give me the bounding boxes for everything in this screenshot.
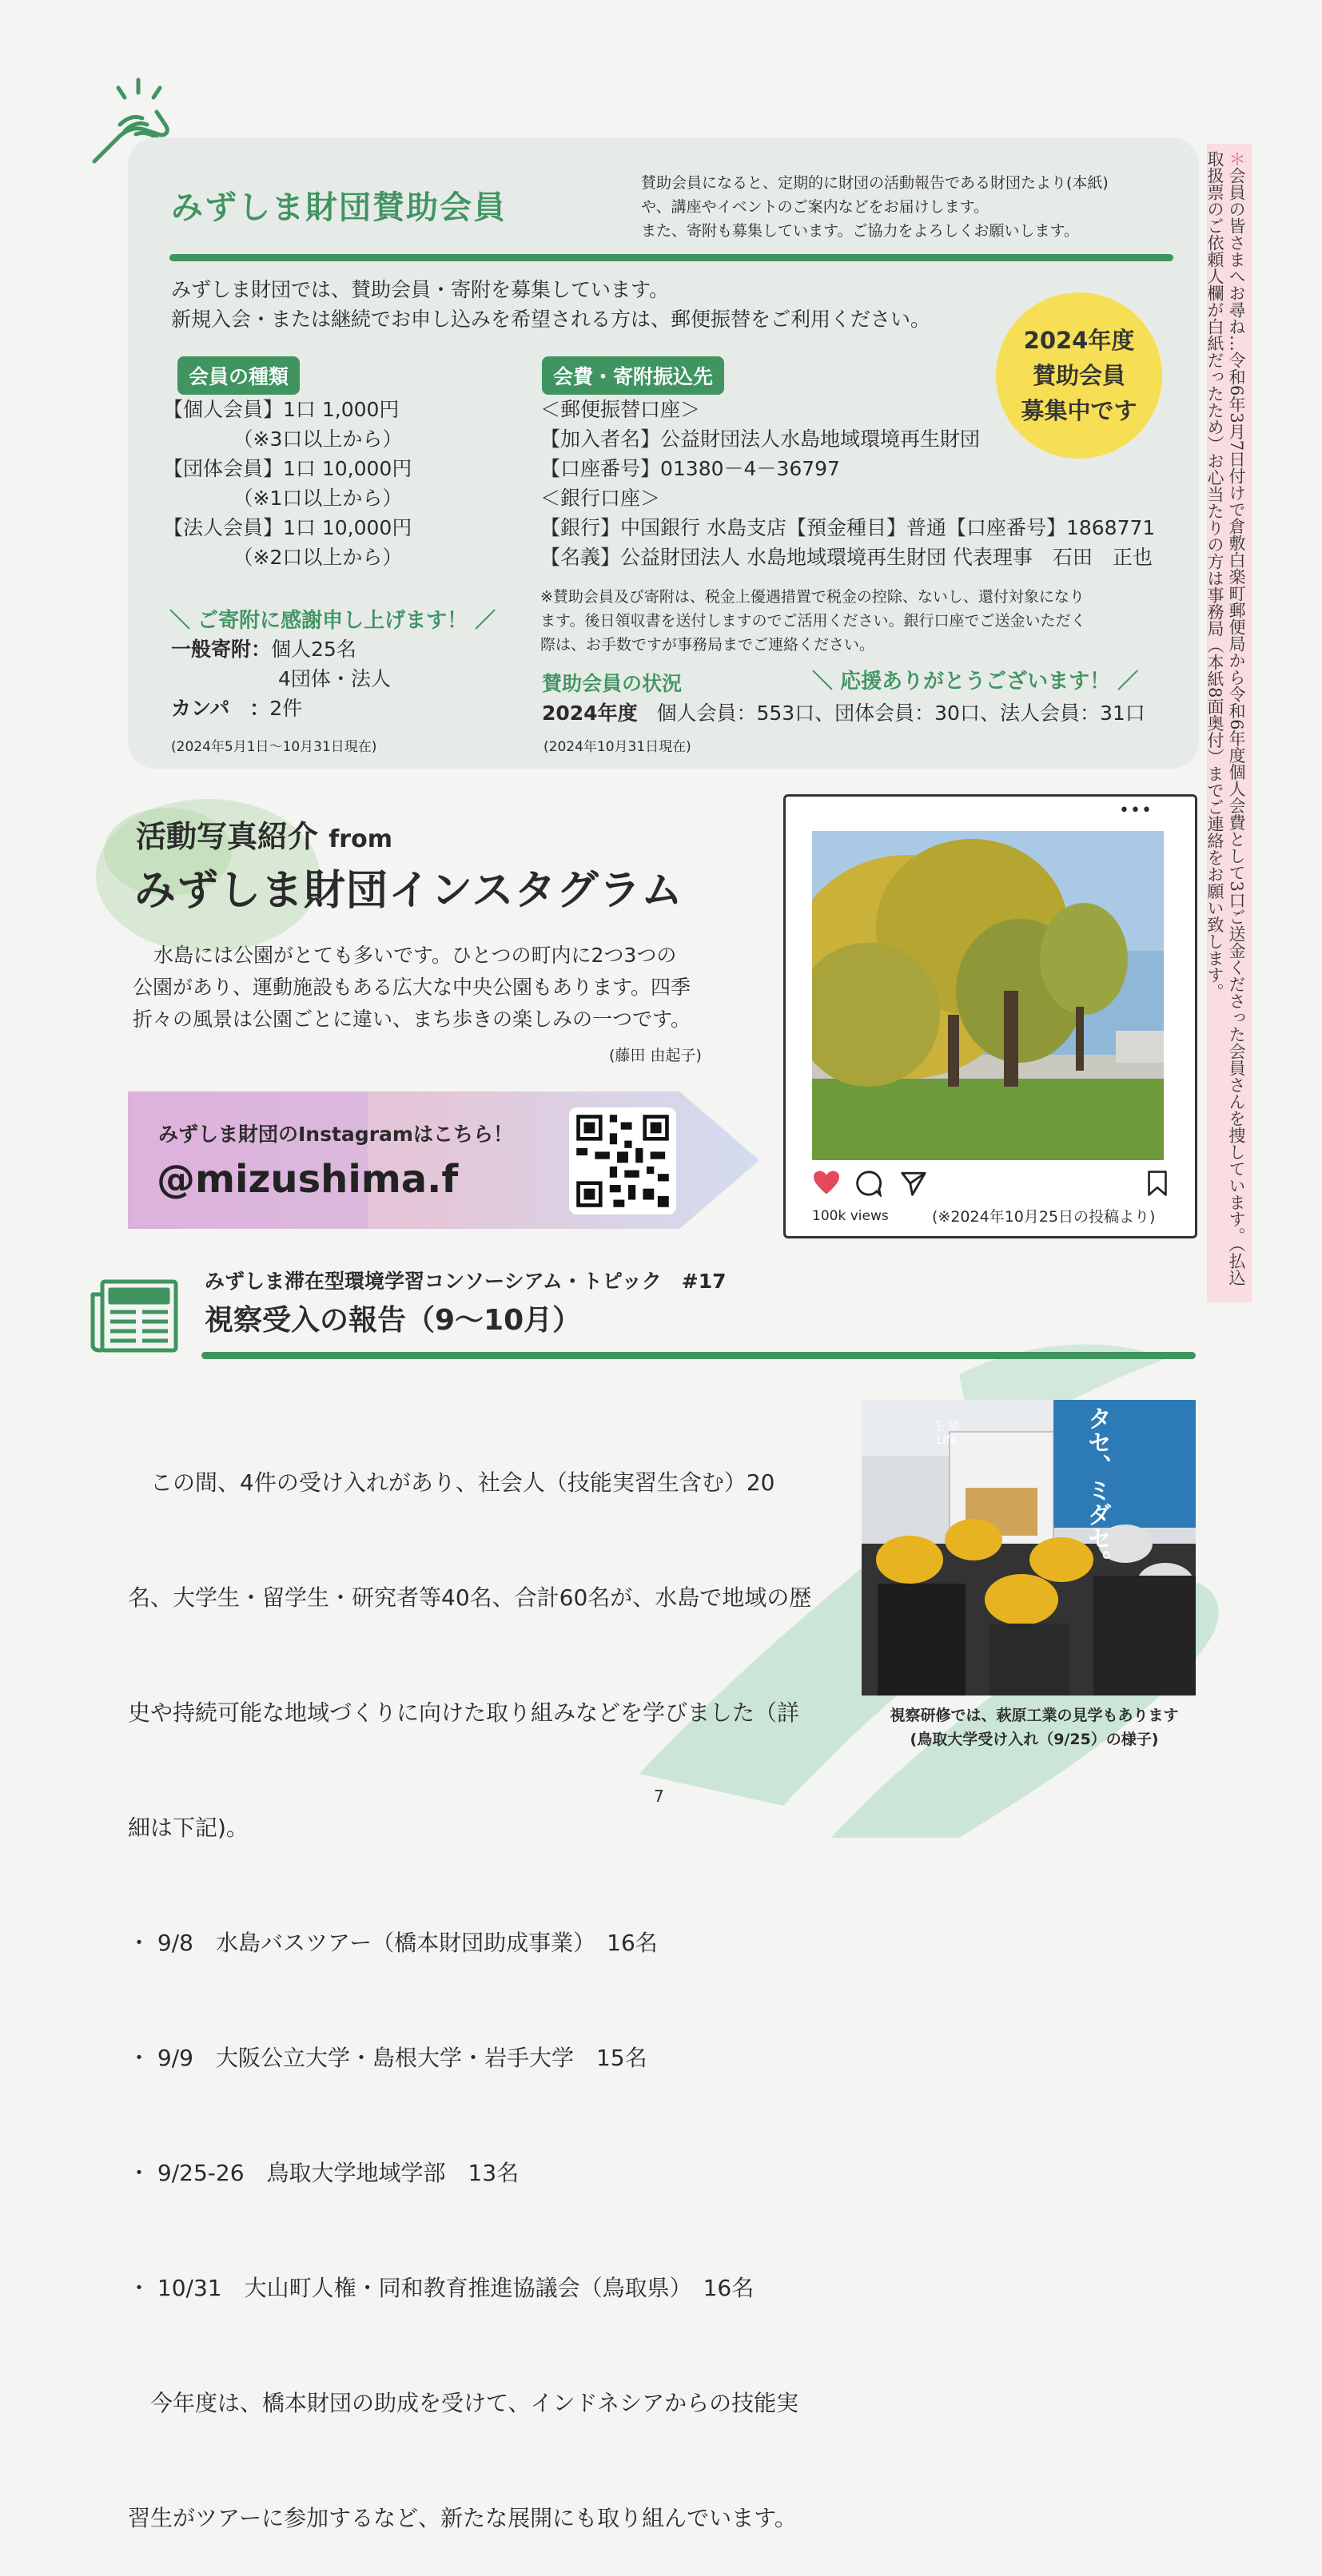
member-inquiry-note: ＊会員の皆さまへお尋ね…令和6年3月7日付けで倉敷白楽町郵便局から令和6年度個人会費として3口ご送金くださった会員さんを捜しています。（払込取扱票のご依頼人欄が白紙だったため）お心当たりの方は事務局（本紙8面奥付）までご連絡をお願い致します。 [1207, 144, 1252, 1302]
list-item: ・ 9/8 水島バスツアー（橋本財団助成事業） 16名 [128, 1930, 658, 1956]
share-icon[interactable] [900, 1170, 927, 1197]
newspaper-icon [90, 1278, 179, 1355]
more-icon[interactable]: ••• [1119, 801, 1153, 821]
thanks-heading: ＼ ご寄附に感謝申し上げます！ ／ [169, 609, 496, 633]
topic-body: この間、4件の受け入れがあり、社会人（技能実習生含む）20 名、大学生・留学生・研究者等40名、合計60名が、水島で地域の歴 史や持続可能な地域づくりに向けた取り組みなどを学びました（詳 細は下記)。 ・ 9/8 水島バスツアー（橋本財団助成事業） 16名 ・ 9/9 大阪公立大学・島根大学・岩手大学 15名 ・ 9/25-26 鳥取大学地域学部 13名 ・ 10/31 大山町人権・同和教育推進協議会（鳥取県） 16名 今年度は、橋本財団の助成を受けて、インドネシアからの技能実 習生がツアーに参加するなど、新たな展開にも取り組んでいます。 [128, 1469, 812, 2531]
donations-period: (2024年5月1日〜10月31日現在) [171, 739, 377, 755]
support-heading: ＼ 応援ありがとうございます！ ／ [812, 670, 1139, 694]
photo-sign-slogan: タセ、ミダセ。 [1083, 1406, 1111, 1574]
sponsor-title: みずしま財団賛助会員 [171, 189, 507, 226]
photo-caption: 視察研修では、萩原工業の見学もあります (鳥取大学受け入れ（9/25）の様子) [890, 1707, 1179, 1748]
tax-note: ※賛助会員及び寄附は、税金上優遇措置で税金の控除、ないし、還付対象になり ます。後日領収書を送付しますのでご活用ください。銀行口座でご送金いただく 際は、お手数ですが事務局までご連絡ください。 [540, 588, 1086, 654]
instagram-body: 水島には公園がとても多いです。ひとつの町内に2つ3つの 公園があり、運動施設もある広大な中央公園もあります。四季 折々の風景は公園ごとに違い、まち歩きの楽しみの一つです。 [133, 944, 691, 1031]
post-views: 100k views [812, 1208, 889, 1224]
fee-details: ＜郵便振替口座＞ 【加入者名】公益財団法人水島地域環境再生財団 【口座番号】01380－4－36797 ＜銀行口座＞ 【銀行】中国銀行 水島支店【預金種目】普通【口座番号】1868771 【名義】公益財団法人 水島地域環境再生財団 代表理事 石田 正也 [540, 398, 1156, 569]
instagram-heading: みずしま財団インスタグラム [134, 867, 683, 915]
topic-series: みずしま滞在型環境学習コンソーシアム・トピック #17 [205, 1270, 727, 1293]
donations-list: 一般寄附：個人25名 4団体・法人 カンパ ：2件 [171, 638, 391, 720]
photo-sign-life: 生 活 Life [934, 1420, 960, 1447]
list-item: ・ 9/25-26 鳥取大学地域学部 13名 [128, 2160, 520, 2186]
list-item: ・ 10/31 大山町人権・同和教育推進協議会（鳥取県） 16名 [128, 2275, 755, 2301]
list-item: ・ 9/9 大阪公立大学・島根大学・岩手大学 15名 [128, 2045, 647, 2071]
sponsor-rule [169, 254, 1173, 261]
sponsor-lead: みずしま財団では、賛助会員・寄附を募集しています。 新規入会・または継続でお申し込みを希望される方は、郵便振替をご利用ください。 [171, 278, 931, 331]
member-types-tag: 会員の種類 [177, 356, 300, 395]
recruit-badge: 2024年度 賛助会員 募集中です [1001, 297, 1157, 454]
topic-rule [201, 1352, 1196, 1359]
comment-icon[interactable] [855, 1170, 882, 1197]
factory-visit-photo [862, 1400, 1196, 1695]
status-heading: 賛助会員の状況 [542, 672, 683, 695]
status-date: (2024年10月31日現在) [544, 739, 691, 755]
bookmark-icon[interactable] [1146, 1170, 1169, 1197]
instagram-author: (藤田 由起子) [609, 1047, 702, 1064]
page-number: 7 [654, 1787, 664, 1806]
sponsor-intro: 賛助会員になると、定期的に財団の活動報告である財団たより(本紙) や、講座やイベントのご案内などをお届けします。 また、寄附も募集しています。ご協力をよろしくお願いします。 [641, 174, 1109, 240]
status-line: 2024年度 個人会員：553口、団体会員：30口、法人会員：31口 [542, 702, 1145, 725]
qr-code-icon[interactable] [569, 1107, 676, 1214]
fee-tag: 会費・寄附振込先 [542, 356, 724, 395]
instagram-handle[interactable]: @mizushima.f [157, 1157, 459, 1202]
member-types-list: 【個人会員】1口 1,000円 （※3口以上から） 【団体会員】1口 10,000円 （※1口以上から） 【法人会員】1口 10,000円 （※2口以上から） [163, 398, 412, 569]
like-heart-icon[interactable] [812, 1170, 841, 1195]
instagram-banner-text: みずしま財団のInstagramはこちら！ [158, 1123, 513, 1146]
instagram-heading-small: 活動写真紹介 from [136, 819, 392, 854]
ginkgo-tree-photo [812, 831, 1164, 1160]
topic-title: 視察受入の報告（9〜10月） [205, 1304, 582, 1337]
post-note: (※2024年10月25日の投稿より) [932, 1208, 1156, 1226]
